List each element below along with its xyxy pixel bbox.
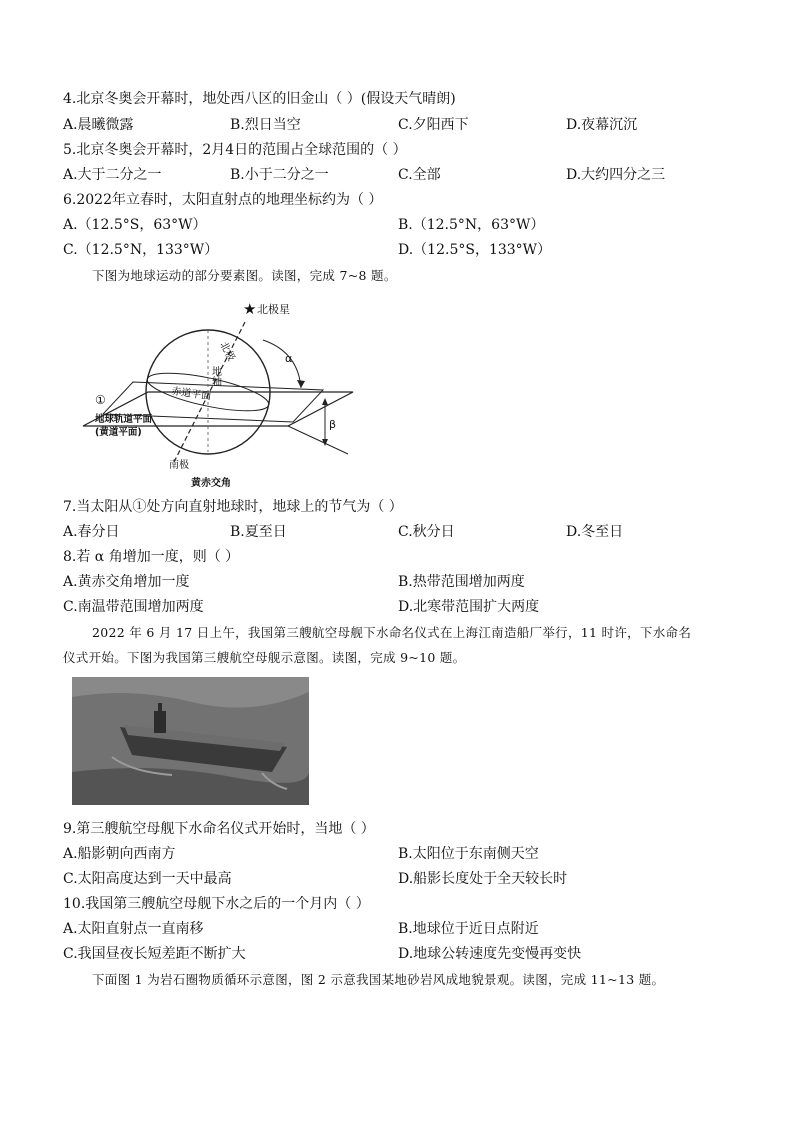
aircraft-carrier-photo — [72, 677, 309, 805]
south-pole-label: 南极 — [169, 460, 189, 471]
q6-option-a: A.（12.5°S，63°W） — [63, 217, 207, 233]
intro-q7-8: 下图为地球运动的部分要素图。读图，完成 7~8 题。 — [92, 268, 397, 283]
q8-option-d: D.北寒带范围扩大两度 — [398, 599, 540, 615]
q4-stem: 4.北京冬奥会开幕时，地处西八区的旧金山（ ）(假设天气晴朗) — [63, 91, 456, 107]
q6-option-c: C.（12.5°N，133°W） — [63, 242, 219, 258]
q10-option-d: D.地球公转速度先变慢再变快 — [398, 946, 582, 962]
q5-option-d: D.大约四分之三 — [566, 167, 666, 183]
earth-motion-figure — [63, 292, 363, 490]
q10-option-b: B.地球位于近日点附近 — [398, 921, 539, 937]
q6-option-d: D.（12.5°S，133°W） — [398, 242, 552, 258]
q4-option-d: D.夜幕沉沉 — [566, 117, 638, 133]
alpha-label: α — [285, 352, 293, 365]
q8-option-a: A.黄赤交角增加一度 — [63, 574, 190, 590]
equator-plane-label: 赤道平面 — [170, 386, 212, 403]
q7-option-a: A.春分日 — [63, 524, 120, 540]
q4-option-b: B.烈日当空 — [230, 117, 301, 133]
ecliptic-plane-label: (黄道平面) — [95, 427, 142, 438]
q10-option-c: C.我国昼夜长短差距不断扩大 — [63, 946, 246, 962]
q5-option-a: A.大于二分之一 — [63, 167, 162, 183]
q9-option-b: B.太阳位于东南侧天空 — [398, 846, 539, 862]
q9-stem: 9.第三艘航空母舰下水命名仪式开始时，当地（ ） — [63, 821, 375, 837]
axis-label: 地轴 — [209, 366, 221, 386]
q8-option-b: B.热带范围增加两度 — [398, 574, 525, 590]
intro-q9-10-line2: 仪式开始。下图为我国第三艘航空母舰示意图。读图，完成 9~10 题。 — [63, 650, 466, 665]
orbit-plane-label: 地球轨道平面 — [95, 414, 153, 425]
q10-option-a: A.太阳直射点一直南移 — [63, 921, 204, 937]
intro-q9-10-line1: 2022 年 6 月 17 日上午，我国第三艘航空母舰下水命名仪式在上海江南造船厂举行，11 时许，下水命名 — [92, 625, 692, 640]
q7-option-d: D.冬至日 — [566, 524, 624, 540]
q4-option-a: A.晨曦微露 — [63, 117, 134, 133]
polaris-label: 北极星 — [257, 303, 290, 316]
q4-option-c: C.夕阳西下 — [398, 117, 469, 133]
q10-stem: 10.我国第三艘航空母舰下水之后的一个月内（ ） — [63, 896, 370, 912]
q6-stem: 6.2022年立春时，太阳直射点的地理坐标约为（ ） — [63, 192, 383, 208]
north-pole-label: 北极 — [217, 340, 237, 364]
q5-option-b: B.小于二分之一 — [230, 167, 329, 183]
q5-stem: 5.北京冬奥会开幕时，2月4日的范围占全球范围的（ ） — [63, 142, 407, 158]
marker-1-label: ① — [95, 393, 106, 407]
q8-stem: 8.若 α 角增加一度，则（ ） — [63, 549, 240, 565]
obliquity-label: 黄赤交角 — [191, 478, 231, 489]
q8-option-c: C.南温带范围增加两度 — [63, 599, 204, 615]
q9-option-d: D.船影长度处于全天较长时 — [398, 871, 568, 887]
q7-stem: 7.当太阳从①处方向直射地球时，地球上的节气为（ ） — [63, 499, 403, 515]
q9-option-c: C.太阳高度达到一天中最高 — [63, 871, 232, 887]
q9-option-a: A.船影朝向西南方 — [63, 846, 176, 862]
star-icon: ★ — [243, 300, 257, 318]
q7-option-b: B.夏至日 — [230, 524, 287, 540]
beta-label: β — [329, 418, 337, 431]
q6-option-b: B.（12.5°N，63°W） — [398, 217, 545, 233]
q7-option-c: C.秋分日 — [398, 524, 455, 540]
intro-q11-13: 下面图 1 为岩石圈物质循环示意图，图 2 示意我国某地砂岩风成地貌景观。读图，完成 11~13 题。 — [92, 972, 665, 987]
q5-option-c: C.全部 — [398, 167, 441, 183]
